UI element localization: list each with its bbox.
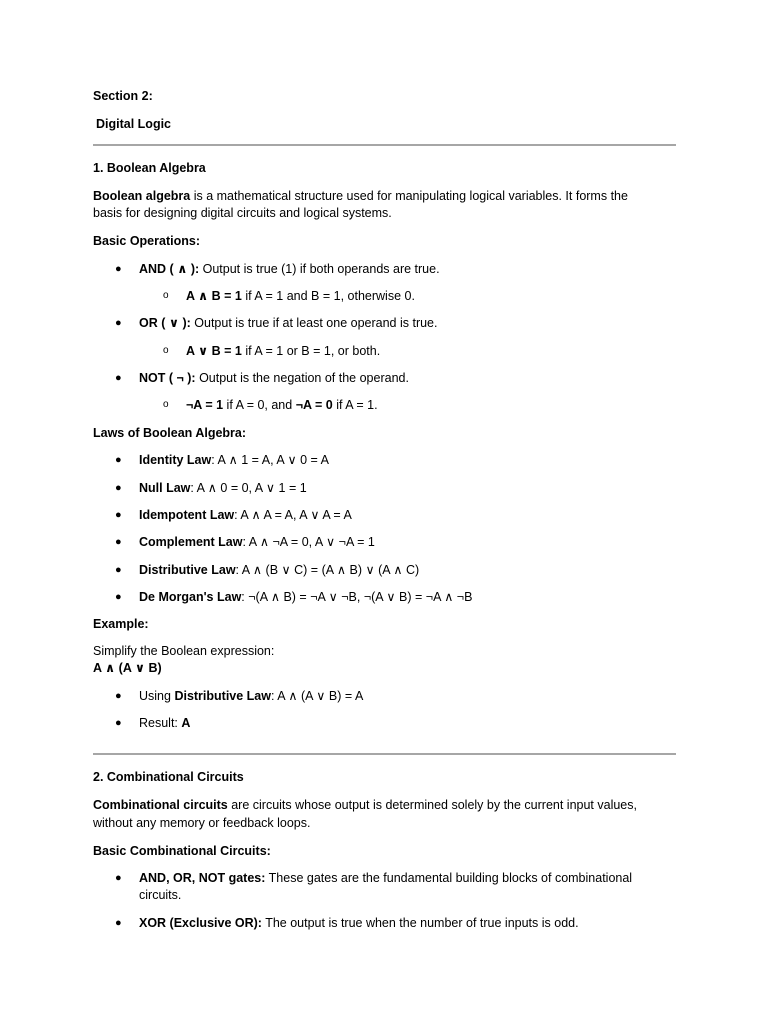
bullet-icon: ●: [115, 482, 122, 494]
circle-bullet-icon: o: [163, 399, 169, 410]
law-item: De Morgan's Law: ¬(A ∧ B) = ¬A ∨ ¬B, ¬(A ∨ B) = ¬A ∧ ¬B: [139, 590, 473, 604]
op-not-detail: ¬A = 1 if A = 0, and ¬A = 0 if A = 1.: [186, 398, 378, 412]
bullet-icon: ●: [115, 263, 122, 275]
bullet-icon: ●: [115, 690, 122, 702]
circuit-item: XOR (Exclusive OR): The output is true when the number of true inputs is odd.: [139, 916, 579, 930]
law-item: Identity Law: A ∧ 1 = A, A ∨ 0 = A: [139, 453, 329, 467]
op-and-detail: A ∧ B = 1 if A = 1 and B = 1, otherwise 0.: [186, 289, 415, 303]
boolean-intro-line2: basis for designing digital circuits and logical systems.: [93, 206, 392, 220]
op-and: AND ( ∧ ): Output is true (1) if both operands are true.: [139, 262, 440, 276]
section-title: Digital Logic: [96, 117, 171, 131]
combinational-intro-line2: without any memory or feedback loops.: [93, 816, 311, 830]
boolean-intro-line1: Boolean algebra is a mathematical structure used for manipulating logical variables. It forms the: [93, 189, 628, 203]
example-step-result: Result: A: [139, 716, 191, 730]
circuit-item: AND, OR, NOT gates: These gates are the fundamental building blocks of combinational: [139, 871, 633, 885]
example-heading: Example:: [93, 617, 149, 631]
combinational-term: Combinational circuits: [93, 798, 228, 812]
example-expression: A ∧ (A ∨ B): [93, 661, 162, 675]
circle-bullet-icon: o: [163, 290, 169, 301]
basic-combinational-heading: Basic Combinational Circuits:: [93, 844, 271, 858]
bullet-icon: ●: [115, 509, 122, 521]
op-or-detail: A ∨ B = 1 if A = 1 or B = 1, or both.: [186, 344, 381, 358]
bullet-icon: ●: [115, 717, 122, 729]
op-or: OR ( ∨ ): Output is true if at least one operand is true.: [139, 316, 438, 330]
law-item: Null Law: A ∧ 0 = 0, A ∨ 1 = 1: [139, 481, 307, 495]
bullet-icon: ●: [115, 454, 122, 466]
combinational-heading: 2. Combinational Circuits: [93, 770, 244, 784]
bullet-icon: ●: [115, 591, 122, 603]
law-item: Complement Law: A ∧ ¬A = 0, A ∨ ¬A = 1: [139, 535, 375, 549]
section-label: Section 2:: [93, 89, 153, 103]
divider: [93, 144, 676, 146]
laws-heading: Laws of Boolean Algebra:: [93, 426, 247, 440]
circle-bullet-icon: o: [163, 345, 169, 356]
bullet-icon: ●: [115, 564, 122, 576]
basic-ops-heading: Basic Operations:: [93, 234, 200, 248]
bullet-icon: ●: [115, 536, 122, 548]
bullet-icon: ●: [115, 917, 122, 929]
law-item: Idempotent Law: A ∧ A = A, A ∨ A = A: [139, 508, 352, 522]
circuit-item-continued: circuits.: [139, 888, 182, 902]
boolean-heading: 1. Boolean Algebra: [93, 161, 206, 175]
divider: [93, 753, 676, 755]
boolean-term: Boolean algebra: [93, 189, 191, 203]
example-prompt: Simplify the Boolean expression:: [93, 644, 275, 658]
combinational-intro-line1: Combinational circuits are circuits whose output is determined solely by the current input values,: [93, 798, 637, 812]
bullet-icon: ●: [115, 317, 122, 329]
bullet-icon: ●: [115, 872, 122, 884]
op-not: NOT ( ¬ ): Output is the negation of the operand.: [139, 371, 409, 385]
law-item: Distributive Law: A ∧ (B ∨ C) = (A ∧ B) ∨ (A ∧ C): [139, 563, 420, 577]
example-step-using: Using Distributive Law: A ∧ (A ∨ B) = A: [139, 689, 364, 703]
bullet-icon: ●: [115, 372, 122, 384]
